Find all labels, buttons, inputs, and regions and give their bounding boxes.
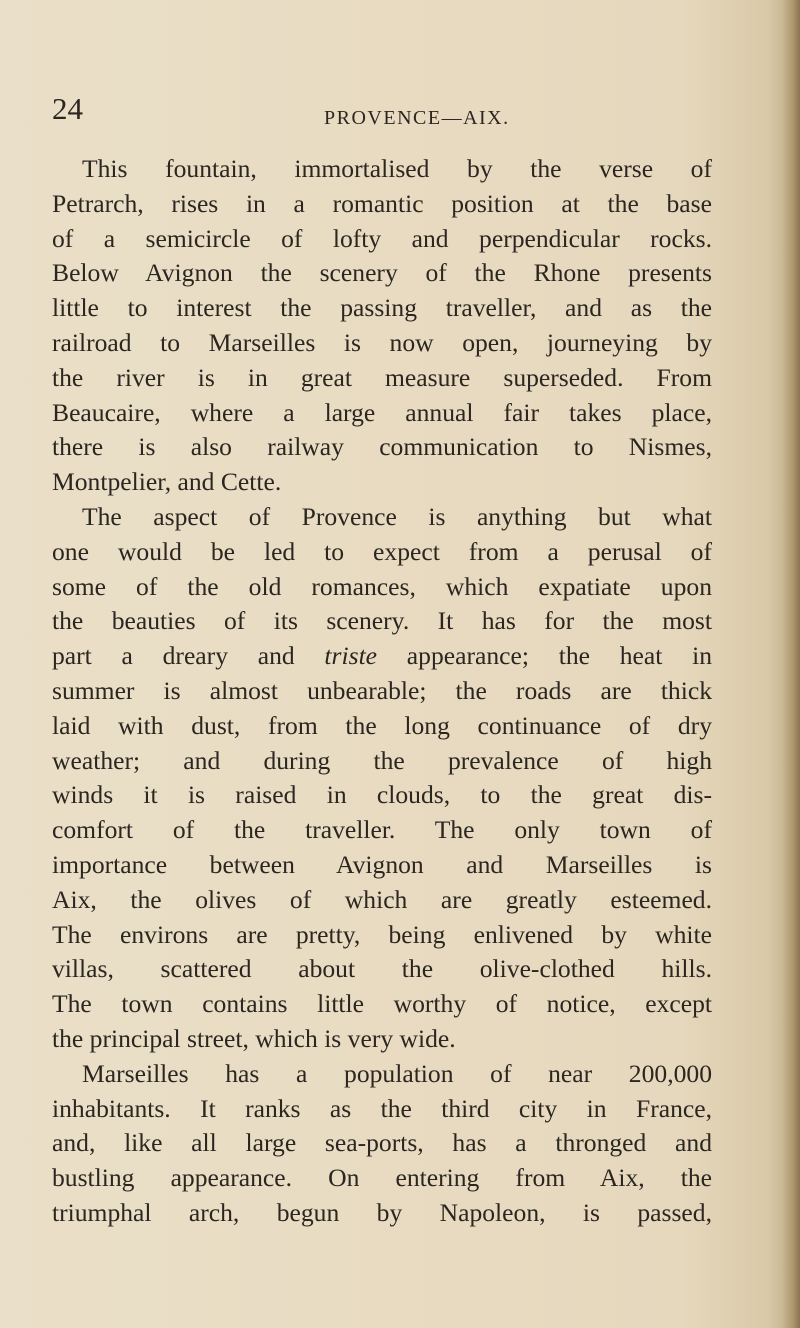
text-line: little to interest the passing traveller, and as the [52,293,712,323]
text-line: Marseilles has a population of near 200,000 [82,1058,712,1088]
text-line: villas, scattered about the olive-clothed hills. [52,954,712,984]
text-line: Montpelier, and Cette. [52,467,282,497]
text-line: Petrarch, rises in a romantic position at the base [52,188,712,218]
text-line: and, like all large sea-ports, has a thronged and [52,1128,712,1158]
text-line: importance between Avignon and Marseilles is [52,849,712,879]
text-line: railroad to Marseilles is now open, journeying by [52,327,712,357]
text-line: one would be led to expect from a perusal of [52,536,712,566]
text-line: Beaucaire, where a large annual fair takes place, [52,397,712,427]
text-line: The aspect of Provence is anything but what [82,501,712,531]
text-line: the river is in great measure superseded. From [52,362,712,392]
text-line: of a semicircle of lofty and perpendicular rocks. [52,223,712,253]
text-line: The environs are pretty, being enlivened by white [52,919,712,949]
text-line: Aix, the olives of which are greatly esteemed. [52,884,712,914]
text-line: triumphal arch, begun by Napoleon, is passed, [52,1197,712,1227]
text-line: summer is almost unbearable; the roads are thick [52,675,712,705]
text-line: some of the old romances, which expatiate upon [52,571,712,601]
page-header [52,92,752,132]
text-line: The town contains little worthy of notice, except [52,989,712,1019]
page-edge-shadow [782,0,800,1328]
text-line: the beauties of its scenery. It has for the most [52,606,712,636]
text-line: This fountain, immortalised by the verse of [82,154,712,183]
text-line: laid with dust, from the long continuance of dry [52,710,712,740]
page-number: 24 [52,91,83,126]
body-text [52,152,712,1231]
text-line: winds it is raised in clouds, to the great dis- [52,780,712,810]
text-line: part a dreary and triste appearance; the heat in [52,641,712,671]
text-line: the principal street, which is very wide. [52,1023,456,1053]
text-line: bustling appearance. On entering from Aix, the [52,1163,712,1193]
text-line: weather; and during the prevalence of high [52,745,712,775]
text-line: inhabitants. It ranks as the third city in France, [52,1093,712,1123]
text-line: comfort of the traveller. The only town of [52,815,712,845]
running-head: PROVENCE—AIX. [324,107,510,129]
text-line: Below Avignon the scenery of the Rhone presents [52,258,712,288]
text-line: there is also railway communication to Nismes, [52,432,712,462]
